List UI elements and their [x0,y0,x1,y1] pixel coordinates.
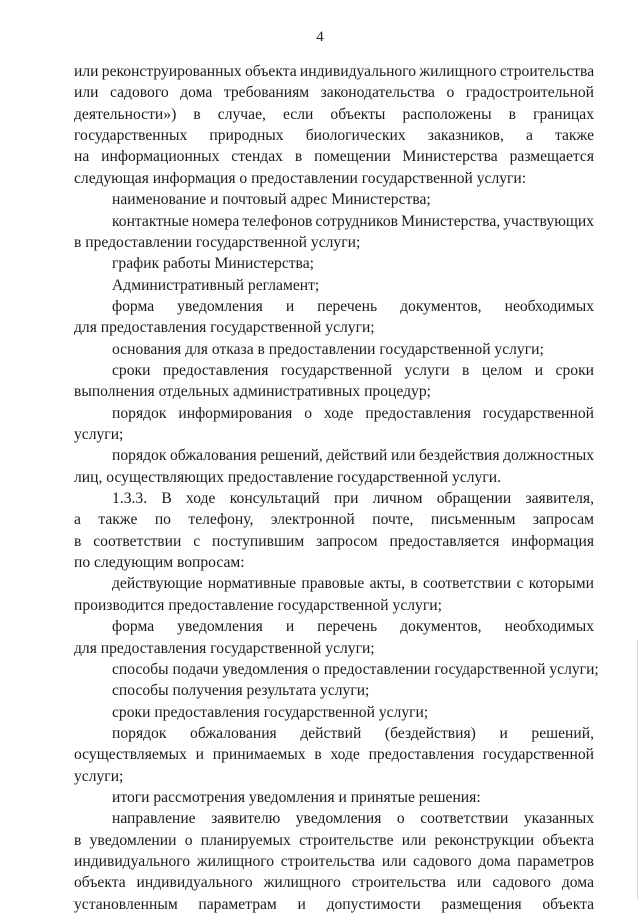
text-line: форма уведомления и перечень документов, необходимых [112,618,594,636]
text-line: осуществляемых и принимаемых в ходе предоставления государственной [74,746,594,764]
text-line: порядок информирования о ходе предоставления государственной [112,404,594,422]
text-line: следующая информация о предоставлении государственной услуги: [74,169,527,187]
scan-corner-mark [72,901,112,903]
text-line: на информационных стендах в помещении Министерства размещается [74,148,594,166]
text-line: установленным параметрам и допустимости размещения объекта [74,895,594,913]
text-line: лиц, осуществляющих предоставление государственной услуги. [74,468,501,486]
text-line: услуги; [74,426,124,443]
text-line: по следующим вопросам: [74,554,245,571]
text-line: основания для отказа в предоставлении государственной услуги; [112,340,544,358]
text-line: а также по телефону, электронной почте, письменным запросам [74,511,594,529]
text-line: деятельности») в случае, если объекты расположены в границах [74,105,594,123]
text-line: в уведомлении о планируемых строительстве или реконструкции объекта [74,831,594,849]
text-line: выполнения отдельных административных процедур; [74,383,431,401]
text-line: государственных природных биологических заказников, а также [74,127,594,145]
text-line: или реконструированных объекта индивидуального жилищного строительства [74,63,595,80]
text-line: 1.3.3. В ходе консультаций при личном обращении заявителя, [112,490,594,507]
text-line: для предоставления государственной услуги; [74,639,375,657]
text-line: производится предоставление государственной услуги; [74,596,442,614]
text-line: сроки предоставления государственной услуги; [112,703,429,721]
text-line: контактные номера телефонов сотрудников Министерства, участвующих [112,212,594,230]
text-line: сроки предоставления государственной услуги в целом и сроки [112,361,594,379]
text-line: Административный регламент; [112,276,320,294]
text-line: услуги; [74,767,124,785]
text-line: индивидуального жилищного строительства или садового дома параметров [74,853,594,870]
text-line: график работы Министерства; [112,255,314,273]
text-line: действующие нормативные правовые акты, в соответствии с которыми [112,575,594,593]
text-line: или садового дома требованиям законодательства о градостроительной [74,84,594,102]
text-line: форма уведомления и перечень документов, необходимых [112,297,594,315]
text-line: порядок обжалования действий (бездействия) и решений, [112,724,594,742]
text-line: итоги рассмотрения уведомления и принятые решения: [112,788,481,806]
text-line: наименование и почтовый адрес Министерства; [112,191,431,209]
text-line: объекта индивидуального жилищного строительства или садового дома [74,874,594,892]
text-line: направление заявителю уведомления о соответствии указанных [112,810,594,828]
text-line: способы получения результата услуги; [112,682,370,700]
text-line: порядок обжалования решений, действий или бездействия должностных [112,447,595,465]
page-number: 4 [316,29,324,45]
scan-edge-line [637,640,638,900]
text-line: для предоставления государственной услуги; [74,319,375,337]
text-line: в предоставлении государственной услуги; [74,233,361,251]
text-line: в соответствии с поступившим запросом предоставляется информация [74,532,594,550]
text-line: способы подачи уведомления о предоставлении государственной услуги; [112,660,599,678]
